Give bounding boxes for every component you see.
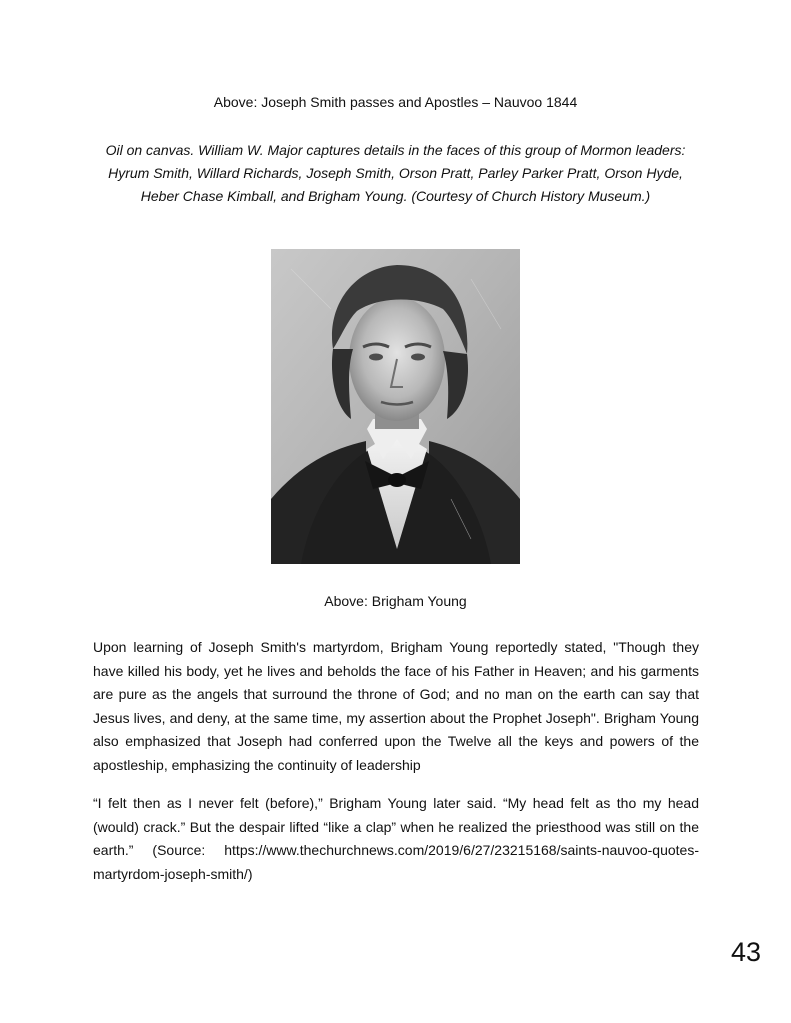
brigham-young-portrait	[271, 249, 520, 564]
paragraph-martyrdom-quote: Upon learning of Joseph Smith's martyrdom, Brigham Young reportedly stated, "Though they have killed his body, yet he lives and beholds the face of his Father in Heaven; and his garments are pure as the angels that surround the throne of God; and no man on the earth can say that Jesus lives, and deny, at the same time, my assertion about the Prophet Joseph". Brigham Young also emphasized that Joseph had conferred upon the Twelve all the keys and powers of the apostleship, emphasizing the continuity of leadership	[93, 639, 699, 773]
page-number: 43	[730, 937, 761, 967]
top-caption: Above: Joseph Smith passes and Apostles – Nauvoo 1844	[213, 94, 578, 110]
paragraph-source-quote: “I felt then as I never felt (before),” Brigham Young later said. “My head felt as tho my head (would) crack.” But the despair lifted “like a clap” when he realized the priesthood was still on the earth.” (Source: https://www.thechurchnews.com/2019/6/27/23215168/saints-nauvoo-quotes-martyrdom-joseph-smith/)	[93, 795, 699, 882]
photo-caption: Above: Brigham Young	[324, 593, 467, 609]
painting-caption: Oil on canvas. William W. Major captures details in the faces of this group of Mormon leaders: Hyrum Smith, Willard Richards, Joseph Smith, Orson Pratt, Parley Parker Pratt, Orson Hyde, Heber Chase Kimball, and Brigham Young. (Courtesy of Church History Museum.)	[105, 142, 686, 204]
